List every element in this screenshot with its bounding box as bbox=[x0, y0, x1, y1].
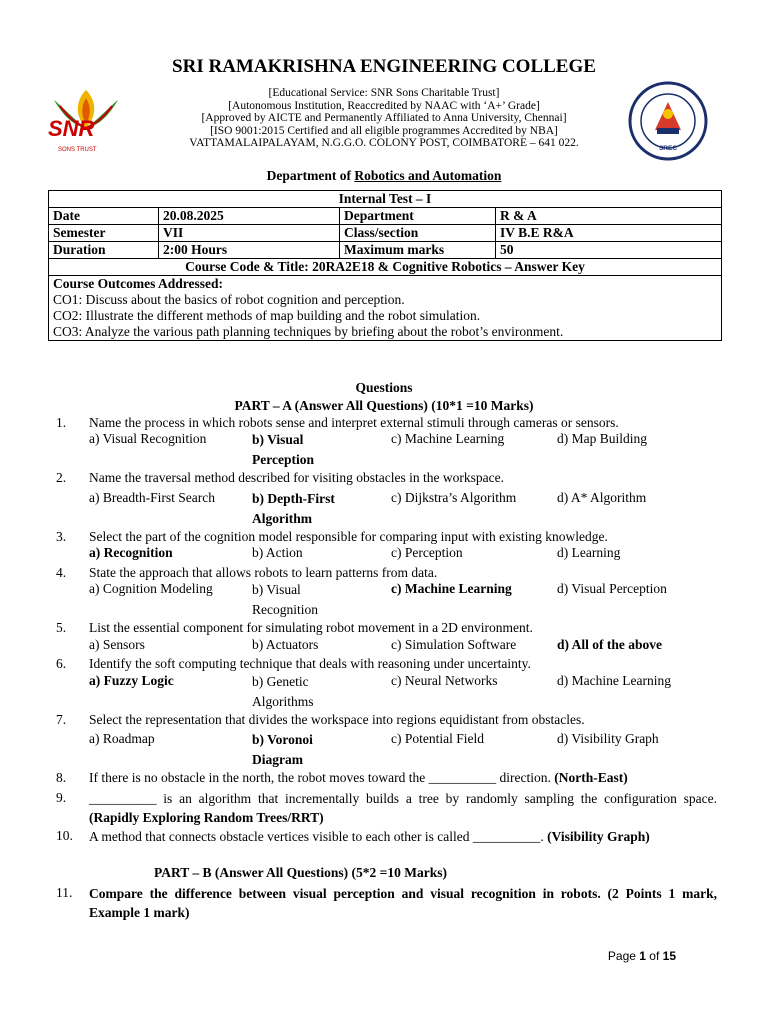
option-answer: b) Voronoi Diagram bbox=[252, 732, 313, 767]
question-number: 3. bbox=[56, 529, 67, 544]
question-body: __________ is an algorithm that incrementally builds a tree by randomly sampling the configuration space. bbox=[89, 791, 717, 806]
co-item: CO2: Illustrate the different methods of map building and the robot simulation. bbox=[53, 308, 481, 323]
question-number: 7. bbox=[56, 712, 67, 727]
co-heading: Course Outcomes Addressed: bbox=[53, 276, 223, 291]
header-line: [Autonomous Institution, Reaccredited by NAAC with ‘A+’ Grade] bbox=[228, 99, 540, 112]
table-row bbox=[49, 242, 722, 259]
option-answer: b) Visual Perception bbox=[252, 432, 314, 467]
header-line: [Educational Service: SNR Sons Charitable Trust] bbox=[268, 87, 500, 99]
question-number: 11. bbox=[56, 885, 73, 900]
option: b) Genetic Algorithms bbox=[252, 674, 314, 709]
question-number: 1. bbox=[56, 415, 67, 430]
option: a) Sensors bbox=[89, 637, 145, 652]
answer: (Rapidly Exploring Random Trees/RRT) bbox=[89, 810, 324, 825]
question-number: 10. bbox=[56, 828, 73, 843]
option: c) Dijkstra’s Algorithm bbox=[391, 490, 517, 505]
cell: 2:00 Hours bbox=[159, 242, 340, 259]
question-number: 8. bbox=[56, 770, 67, 785]
cell: Class/section bbox=[340, 225, 496, 242]
question-body: A method that connects obstacle vertices visible to each other is called __________. bbox=[89, 829, 544, 844]
cell: Duration bbox=[49, 242, 159, 259]
table-row bbox=[49, 225, 722, 242]
option-answer: a) Fuzzy Logic bbox=[89, 673, 174, 688]
college-details bbox=[0, 87, 768, 150]
answer: (Visibility Graph) bbox=[547, 829, 650, 844]
option: b) Visual Recognition bbox=[252, 582, 318, 617]
question-text: Name the traversal method described for visiting obstacles in the workspace. bbox=[89, 470, 504, 485]
question-text: Identify the soft computing technique that deals with reasoning under uncertainty. bbox=[89, 656, 531, 671]
dept-prefix: Department of bbox=[266, 168, 355, 183]
option: b) Actuators bbox=[252, 637, 319, 652]
part-b-heading: PART – B (Answer All Questions) (5*2 =10 Marks) bbox=[154, 865, 447, 880]
page-label: Page bbox=[607, 949, 640, 963]
snr-logo-text: SNR bbox=[48, 116, 95, 141]
question-text: Select the part of the cognition model responsible for comparing input with existing knowledge. bbox=[89, 529, 608, 544]
option: c) Perception bbox=[391, 545, 463, 560]
header-line: VATTAMALAIPALAYAM, N.G.G.O. COLONY POST, COIMBATORE – 641 022. bbox=[189, 137, 579, 150]
option: a) Cognition Modeling bbox=[89, 581, 213, 596]
option: d) Visual Perception bbox=[557, 581, 667, 596]
course-outcomes bbox=[49, 276, 722, 341]
dept-name: Robotics and Automation bbox=[354, 168, 502, 183]
cell: Semester bbox=[49, 225, 159, 242]
option-answer: c) Machine Learning bbox=[391, 581, 512, 596]
question-text bbox=[89, 827, 717, 846]
header-line: [Approved by AICTE and Permanently Affiliated to Anna University, Chennai] bbox=[201, 112, 567, 125]
question-number: 9. bbox=[56, 790, 67, 805]
option: d) Machine Learning bbox=[557, 673, 671, 688]
page-number bbox=[608, 948, 676, 965]
questions-title: Questions bbox=[355, 380, 413, 395]
option-answer: d) All of the above bbox=[557, 637, 663, 652]
question-text: State the approach that allows robots to learn patterns from data. bbox=[89, 565, 438, 580]
part-a-heading: PART – A (Answer All Questions) (10*1 =10 Marks) bbox=[234, 398, 534, 413]
page-of: of bbox=[645, 949, 663, 963]
option-answer: b) Depth-First Algorithm bbox=[252, 491, 335, 526]
college-name: SRI RAMAKRISHNA ENGINEERING COLLEGE bbox=[172, 56, 596, 77]
option: a) Visual Recognition bbox=[89, 431, 207, 446]
answer: (North-East) bbox=[554, 770, 628, 785]
question-body: If there is no obstacle in the north, the robot moves toward the __________ direction. bbox=[89, 770, 551, 785]
cell: VII bbox=[159, 225, 340, 242]
cell: R & A bbox=[496, 208, 722, 225]
page-current: 1 bbox=[639, 949, 646, 963]
exam-info-table bbox=[48, 190, 722, 341]
snr-logo-sub: SONS TRUST bbox=[58, 147, 97, 153]
question-text: Name the process in which robots sense and interpret external stimuli through cameras or sensors. bbox=[89, 415, 619, 430]
question-text: Select the representation that divides the workspace into regions equidistant from obstacles. bbox=[89, 712, 585, 727]
question-number: 5. bbox=[56, 620, 67, 635]
cell: Maximum marks bbox=[340, 242, 496, 259]
option: c) Machine Learning bbox=[391, 431, 505, 446]
table-row bbox=[49, 208, 722, 225]
option: c) Neural Networks bbox=[391, 673, 498, 688]
option: d) Visibility Graph bbox=[557, 731, 659, 746]
cell: IV B.E R&A bbox=[496, 225, 722, 242]
co-item: CO3: Analyze the various path planning techniques by briefing about the robot’s environment. bbox=[53, 324, 564, 339]
option: d) Map Building bbox=[557, 431, 647, 446]
option: d) Learning bbox=[557, 545, 621, 560]
cell: Date bbox=[49, 208, 159, 225]
option: a) Roadmap bbox=[89, 731, 155, 746]
header-line: [ISO 9001:2015 Certified and all eligible programmes Accredited by NBA] bbox=[210, 124, 558, 137]
cell: 20.08.2025 bbox=[159, 208, 340, 225]
cell: 50 bbox=[496, 242, 722, 259]
question-text: List the essential component for simulating robot movement in a 2D environment. bbox=[89, 620, 533, 635]
department-title bbox=[0, 167, 768, 184]
page-total: 15 bbox=[662, 949, 676, 963]
question-number: 2. bbox=[56, 470, 67, 485]
option: a) Breadth-First Search bbox=[89, 490, 215, 505]
option: c) Simulation Software bbox=[391, 637, 517, 652]
seal-text: SREC bbox=[658, 145, 678, 152]
question-text bbox=[89, 769, 717, 786]
cell: Department bbox=[340, 208, 496, 225]
test-name: Internal Test – I bbox=[49, 191, 722, 208]
question-text bbox=[89, 789, 717, 827]
question-number: 4. bbox=[56, 565, 67, 580]
option: c) Potential Field bbox=[391, 731, 484, 746]
co-item: CO1: Discuss about the basics of robot cognition and perception. bbox=[53, 292, 405, 307]
option-answer: a) Recognition bbox=[89, 545, 173, 560]
question-text: Compare the difference between visual perception and visual recognition in robots. (2 Points 1 mark, Example 1 mark) bbox=[89, 886, 717, 920]
option: d) A* Algorithm bbox=[557, 490, 647, 505]
course-title: Course Code & Title: 20RA2E18 & Cognitive Robotics – Answer Key bbox=[49, 259, 722, 276]
option: b) Action bbox=[252, 545, 303, 560]
question-number: 6. bbox=[56, 656, 67, 671]
